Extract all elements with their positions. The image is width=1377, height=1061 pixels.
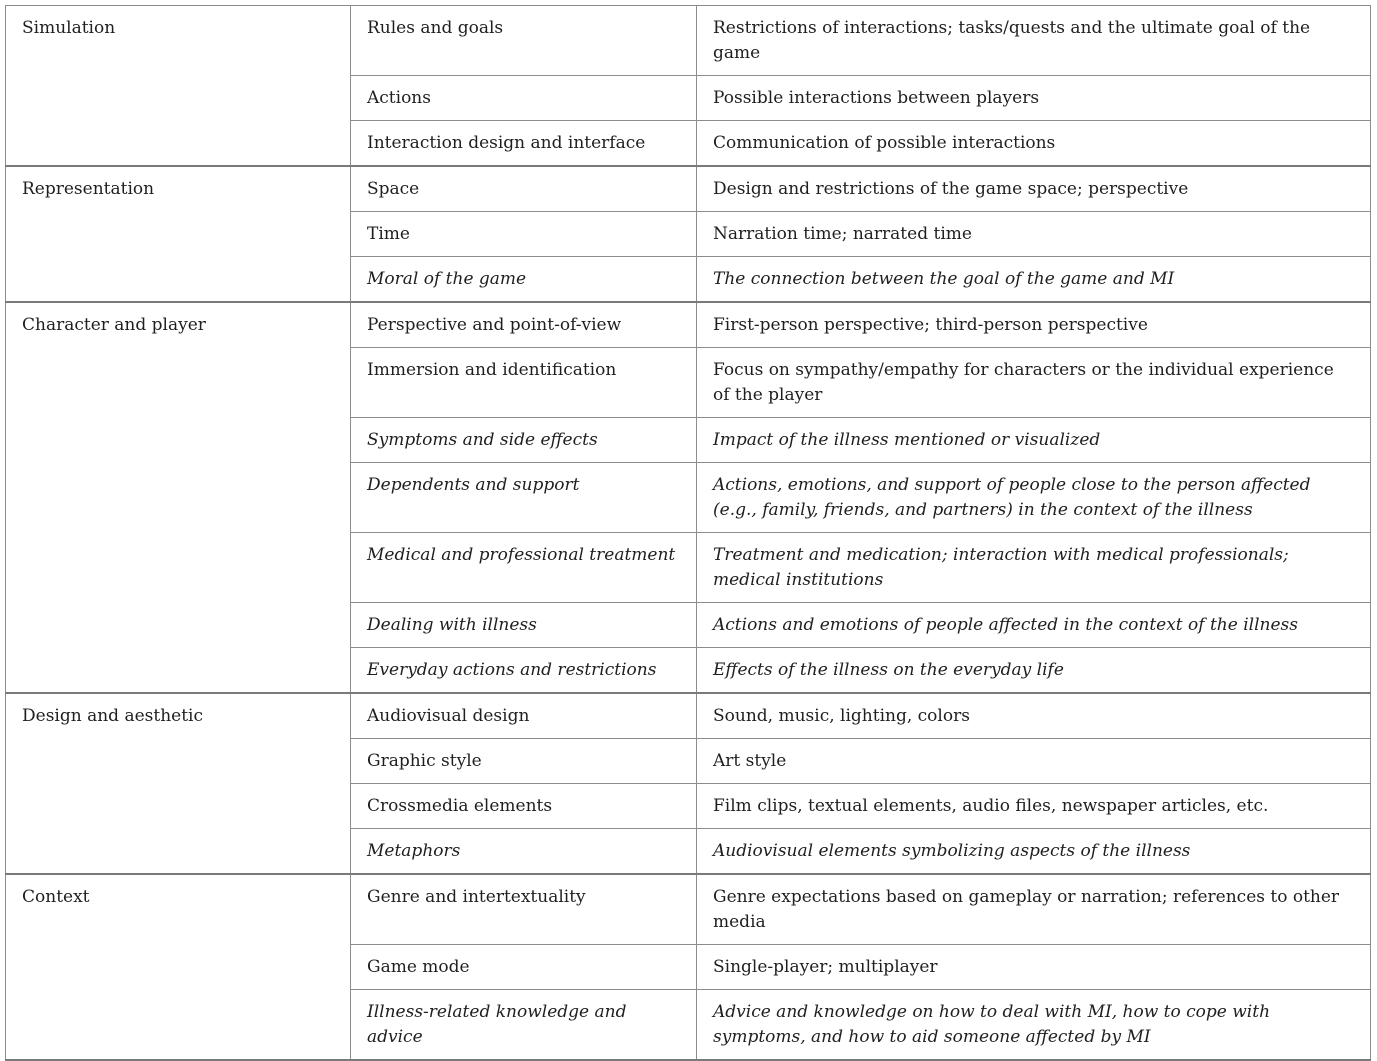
description-cell: Possible interactions between players [697,76,1371,121]
description-cell: Genre expectations based on gameplay or narration; references to other media [697,874,1371,945]
description-cell: Treatment and medication; interaction with medical professionals; medical institutions [697,533,1371,603]
description-cell: Art style [697,739,1371,784]
table-row [6,302,1371,348]
description-cell: Restrictions of interactions; tasks/quests and the ultimate goal of the game [697,6,1371,76]
category-cell: Character and player [6,302,351,693]
aspect-cell: Metaphors [351,829,697,875]
description-cell: Audiovisual elements symbolizing aspects of the illness [697,829,1371,875]
aspect-cell: Moral of the game [351,257,697,303]
description-cell: Actions and emotions of people affected in the context of the illness [697,603,1371,648]
aspect-cell: Immersion and identification [351,348,697,418]
aspect-cell: Illness-related knowledge and advice [351,990,697,1061]
aspect-cell: Crossmedia elements [351,784,697,829]
aspect-cell: Audiovisual design [351,693,697,739]
description-cell: Focus on sympathy/empathy for characters or the individual experience of the player [697,348,1371,418]
aspect-cell: Graphic style [351,739,697,784]
category-cell: Design and aesthetic [6,693,351,874]
aspect-cell: Everyday actions and restrictions [351,648,697,694]
game-analysis-table [5,5,1371,1061]
category-cell: Context [6,874,351,1060]
description-cell: First-person perspective; third-person perspective [697,302,1371,348]
aspect-cell: Actions [351,76,697,121]
category-cell: Simulation [6,6,351,167]
table-body [6,6,1371,1061]
aspect-cell: Dealing with illness [351,603,697,648]
description-cell: Narration time; narrated time [697,212,1371,257]
description-cell: Sound, music, lighting, colors [697,693,1371,739]
description-cell: Communication of possible interactions [697,121,1371,167]
description-cell: Single-player; multiplayer [697,945,1371,990]
aspect-cell: Medical and professional treatment [351,533,697,603]
table-row [6,6,1371,76]
table-row [6,166,1371,212]
category-cell: Representation [6,166,351,302]
description-cell: Film clips, textual elements, audio files, newspaper articles, etc. [697,784,1371,829]
aspect-cell: Interaction design and interface [351,121,697,167]
aspect-cell: Space [351,166,697,212]
aspect-cell: Dependents and support [351,463,697,533]
description-cell: Actions, emotions, and support of people close to the person affected (e.g., family, friends, and partners) in the context of the illness [697,463,1371,533]
aspect-cell: Genre and intertextuality [351,874,697,945]
table-row [6,874,1371,945]
aspect-cell: Symptoms and side effects [351,418,697,463]
aspect-cell: Rules and goals [351,6,697,76]
table-row [6,693,1371,739]
description-cell: Design and restrictions of the game space; perspective [697,166,1371,212]
aspect-cell: Time [351,212,697,257]
aspect-cell: Perspective and point-of-view [351,302,697,348]
description-cell: The connection between the goal of the game and MI [697,257,1371,303]
description-cell: Impact of the illness mentioned or visualized [697,418,1371,463]
description-cell: Advice and knowledge on how to deal with MI, how to cope with symptoms, and how to aid someone affected by MI [697,990,1371,1061]
description-cell: Effects of the illness on the everyday life [697,648,1371,694]
aspect-cell: Game mode [351,945,697,990]
